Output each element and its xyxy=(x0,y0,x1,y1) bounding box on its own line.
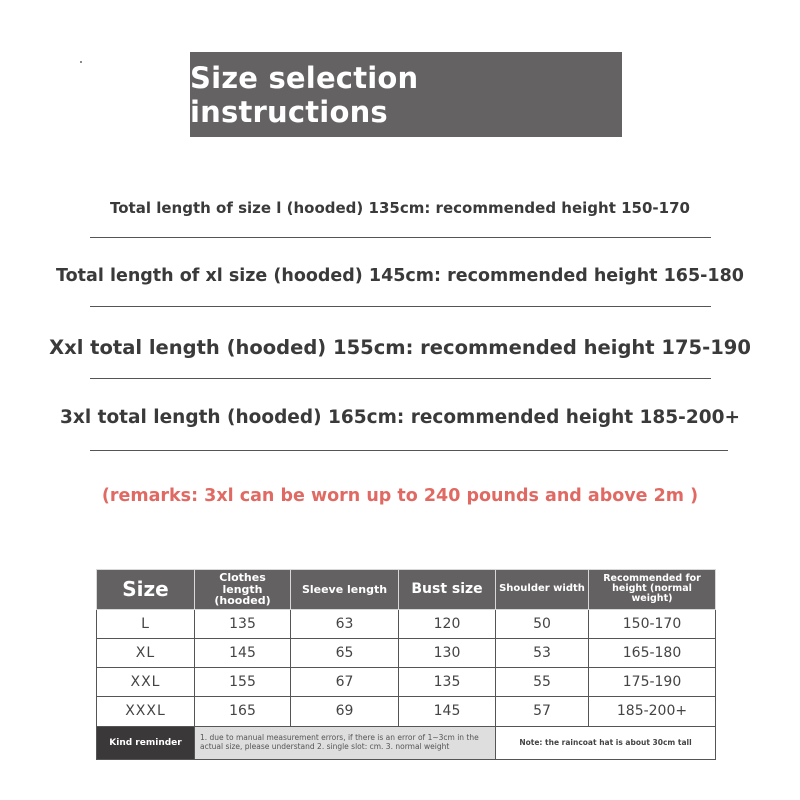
cell-recommended-height: 185-200+ xyxy=(589,697,716,726)
cell-sleeve-length: 69 xyxy=(291,697,399,726)
cell-shoulder-width: 53 xyxy=(496,638,589,667)
divider xyxy=(90,237,711,238)
cell-shoulder-width: 50 xyxy=(496,609,589,638)
cell-size: L xyxy=(97,609,195,638)
cell-recommended-height: 150-170 xyxy=(589,609,716,638)
divider xyxy=(90,450,728,451)
cell-clothes-length: 145 xyxy=(195,638,291,667)
table-row xyxy=(97,638,716,667)
cell-recommended-height: 175-190 xyxy=(589,668,716,697)
cell-bust-size: 135 xyxy=(399,668,496,697)
header-recommended-height: Recommended for height (normal weight) xyxy=(589,570,716,610)
cell-sleeve-length: 65 xyxy=(291,638,399,667)
cell-sleeve-length: 63 xyxy=(291,609,399,638)
table-header-row xyxy=(97,570,716,610)
divider xyxy=(90,378,711,379)
header-sleeve-length: Sleeve length xyxy=(291,570,399,610)
cell-shoulder-width: 57 xyxy=(496,697,589,726)
reminder-note: Note: the raincoat hat is about 30cm tall xyxy=(496,726,716,759)
cell-clothes-length: 135 xyxy=(195,609,291,638)
table-row xyxy=(97,697,716,726)
cell-size: XXL xyxy=(97,668,195,697)
cell-bust-size: 145 xyxy=(399,697,496,726)
cell-clothes-length: 165 xyxy=(195,697,291,726)
divider xyxy=(90,306,711,307)
cell-bust-size: 130 xyxy=(399,638,496,667)
cell-bust-size: 120 xyxy=(399,609,496,638)
cell-clothes-length: 155 xyxy=(195,668,291,697)
page-title: Size selection instructions xyxy=(190,52,622,137)
header-size: Size xyxy=(97,570,195,610)
cell-size: XL xyxy=(97,638,195,667)
size-line-xxl: Xxl total length (hooded) 155cm: recommended height 175-190 xyxy=(49,336,751,359)
reminder-label: Kind reminder xyxy=(97,726,195,759)
reminder-row xyxy=(97,726,716,759)
header-bust-size: Bust size xyxy=(399,570,496,610)
size-line-l: Total length of size l (hooded) 135cm: recommended height 150-170 xyxy=(110,199,690,217)
table-row xyxy=(97,609,716,638)
size-line-3xl: 3xl total length (hooded) 165cm: recommended height 185-200+ xyxy=(60,407,740,428)
size-chart-table xyxy=(96,569,716,760)
size-line-xl: Total length of xl size (hooded) 145cm: recommended height 165-180 xyxy=(56,266,744,286)
stray-dot xyxy=(80,61,82,63)
cell-size: XXXL xyxy=(97,697,195,726)
table-row xyxy=(97,668,716,697)
cell-shoulder-width: 55 xyxy=(496,668,589,697)
cell-recommended-height: 165-180 xyxy=(589,638,716,667)
header-shoulder-width: Shoulder width xyxy=(496,570,589,610)
cell-sleeve-length: 67 xyxy=(291,668,399,697)
header-clothes-length: Clothes length (hooded) xyxy=(195,570,291,610)
remark-note: (remarks: 3xl can be worn up to 240 pounds and above 2m ) xyxy=(101,486,699,506)
reminder-text: 1. due to manual measurement errors, if there is an error of 1~3cm in the actual size, please understand 2. single slot: cm. 3. normal weight xyxy=(195,726,496,759)
